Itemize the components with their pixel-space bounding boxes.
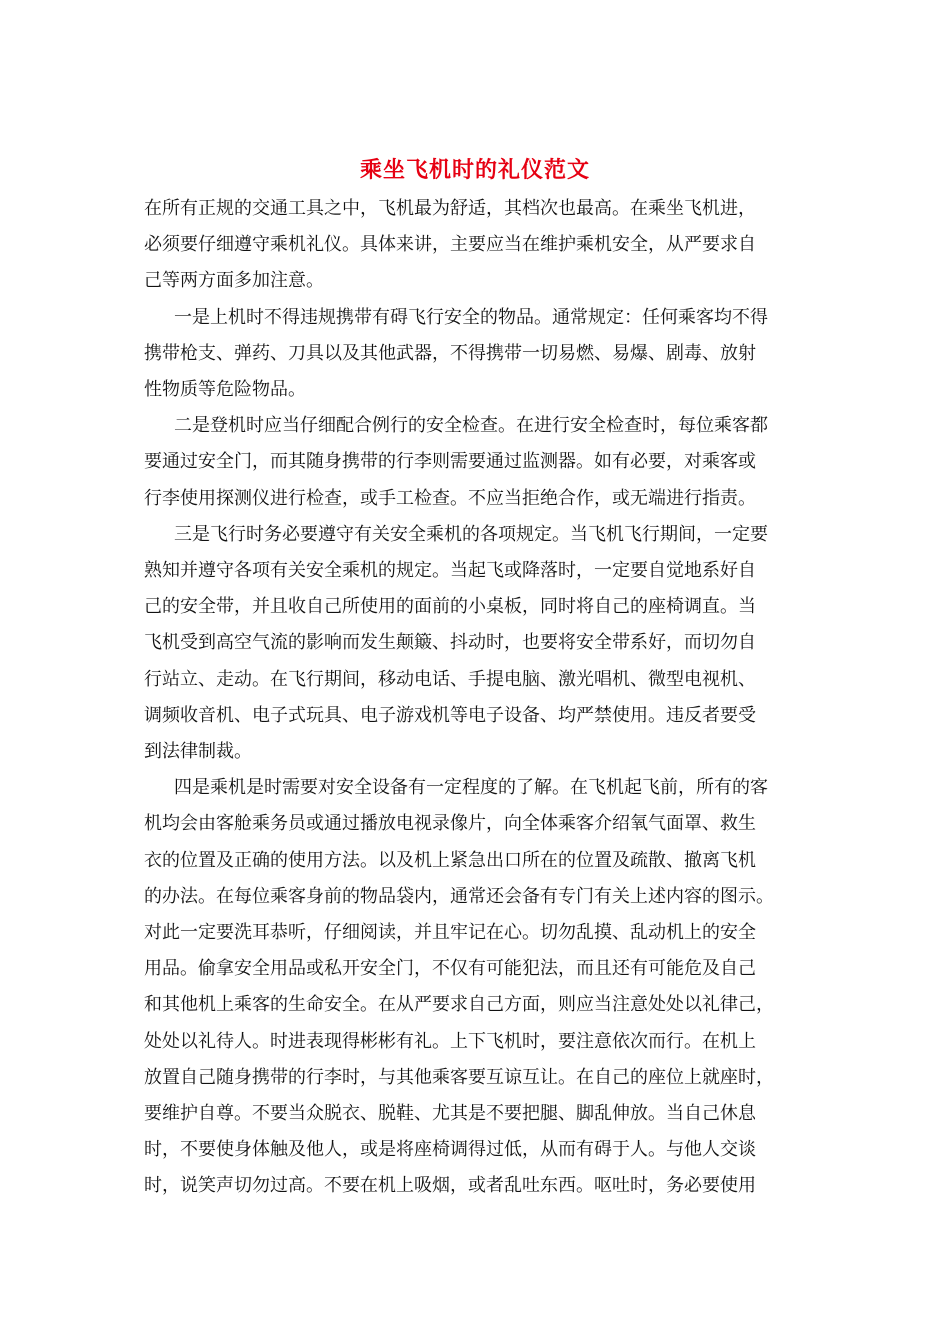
text-line: 携带枪支、弹药、刀具以及其他武器，不得携带一切易燃、易爆、剧毒、放射	[144, 342, 756, 364]
text-line: 要维护自尊。不要当众脱衣、脱鞋、尤其是不要把腿、脚乱伸放。当自己休息	[144, 1103, 756, 1125]
text-line: 处处以礼待人。时进表现得彬彬有礼。上下飞机时，要注意依次而行。在机上	[144, 1030, 756, 1052]
paragraph-item-2	[144, 408, 805, 517]
text-line: 己的安全带，并且收自己所使用的面前的小桌板，同时将自己的座椅调直。当	[144, 596, 756, 618]
text-line: 三是飞行时务必要遵守有关安全乘机的各项规定。当飞机飞行期间，一定要	[174, 523, 768, 545]
text-line: 二是登机时应当仔细配合例行的安全检查。在进行安全检查时，每位乘客都	[174, 415, 768, 437]
paragraph-item-4	[144, 770, 805, 1204]
text-line: 到法律制裁。	[144, 741, 252, 763]
text-line: 飞机受到高空气流的影响而发生颠簸、抖动时，也要将安全带系好，而切勿自	[144, 632, 756, 654]
text-line: 必须要仔细遵守乘机礼仪。具体来讲，主要应当在维护乘机安全，从严要求自	[144, 234, 756, 256]
text-line: 四是乘机是时需要对安全设备有一定程度的了解。在飞机起飞前，所有的客	[174, 777, 768, 799]
text-line: 衣的位置及正确的使用方法。以及机上紧急出口所在的位置及疏散、撤离飞机	[144, 849, 756, 871]
text-line: 在所有正规的交通工具之中，飞机最为舒适，其档次也最高。在乘坐飞机进，	[144, 198, 756, 219]
text-line: 要通过安全门，而其随身携带的行李则需要通过监测器。如有必要，对乘客或	[144, 451, 756, 473]
text-line: 时，说笑声切勿过高。不要在机上吸烟，或者乱吐东西。呕吐时，务必要使用	[144, 1175, 756, 1197]
text-line: 行站立、走动。在飞行期间，移动电话、手提电脑、激光唱机、微型电视机、	[144, 668, 756, 690]
paragraph-item-3	[144, 517, 805, 770]
text-line: 的办法。在每位乘客身前的物品袋内，通常还会备有专门有关上述内容的图示。	[144, 885, 774, 907]
text-line: 行李使用探测仪进行检查，或手工检查。不应当拒绝合作，或无端进行指责。	[144, 487, 756, 509]
text-line: 一是上机时不得违规携带有碍飞行安全的物品。通常规定：任何乘客均不得	[174, 306, 768, 328]
text-line: 用品。偷拿安全用品或私开安全门，不仅有可能犯法，而且还有可能危及自己	[144, 958, 756, 980]
text-line: 熟知并遵守各项有关安全乘机的规定。当起飞或降落时，一定要自觉地系好自	[144, 560, 756, 582]
document-body	[144, 191, 805, 1205]
text-line: 己等两方面多加注意。	[144, 270, 324, 292]
paragraph-intro	[144, 191, 805, 300]
text-line: 和其他机上乘客的生命安全。在从严要求自己方面，则应当注意处处以礼律己，	[144, 994, 774, 1016]
text-line: 时，不要使身体触及他人，或是将座椅调得过低，从而有碍于人。与他人交谈	[144, 1139, 756, 1161]
document-title: 乘坐飞机时的礼仪范文	[359, 157, 590, 183]
text-line: 调频收音机、电子式玩具、电子游戏机等电子设备、均严禁使用。违反者要受	[144, 704, 756, 726]
text-line: 性物质等危险物品。	[144, 379, 306, 401]
text-line: 对此一定要洗耳恭听，仔细阅读，并且牢记在心。切勿乱摸、乱动机上的安全	[144, 922, 756, 944]
text-line: 机均会由客舱乘务员或通过播放电视录像片，向全体乘客介绍氧气面罩、救生	[144, 813, 756, 835]
paragraph-item-1	[144, 300, 805, 409]
text-line: 放置自己随身携带的行李时，与其他乘客要互谅互让。在自己的座位上就座时，	[144, 1066, 774, 1088]
